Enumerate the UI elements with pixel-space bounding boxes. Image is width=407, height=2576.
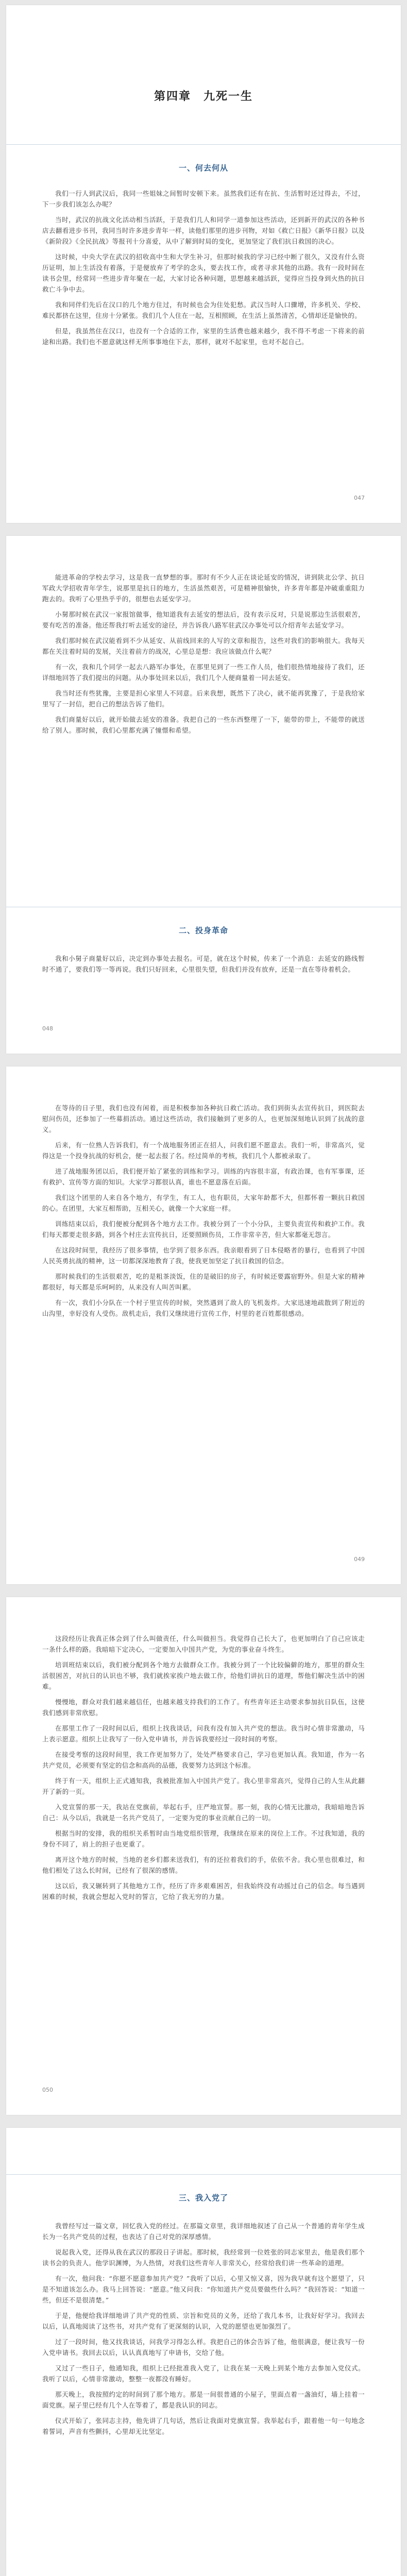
page-body bbox=[42, 1103, 365, 1324]
page-body bbox=[42, 572, 365, 740]
paragraph: 在这段时间里，我经历了很多事情，也学到了很多东西。我亲眼看到了日本侵略者的暴行，也看到了中国人民英勇抗战的精神，这一切都深深地教育了我，使我更加坚定了抗日救国的信念。 bbox=[42, 1246, 365, 1265]
paragraph: 有一次，我和几个同学一起去八路军办事处，在那里见到了一些工作人员，他们很热情地接待了我们，还详细地回答了我们提出的问题。从办事处回来以后，我们几个人便商量着一同去延安。 bbox=[42, 663, 365, 682]
paragraph: 我们商量好以后，就开始做去延安的准备。我把自己的一些东西整理了一下，能带的带上，不能带的就送给了别人。那时候，我们心里都充满了憧憬和希望。 bbox=[42, 716, 365, 734]
paragraph: 我和小舅子商量好以后，决定到办事处去报名。可是，就在这个时候，传来了一个消息：去延安的路线暂时不通了，要我们等一等再说。我们只好回来，心里很失望，但我们并没有放弃，还是一直在等待着机会。 bbox=[42, 955, 365, 973]
paragraph: 培训班结束以后，我们被分配到各个地方去做群众工作。我被分到了一个比较偏僻的地方，那里的群众生活很困苦，对抗日的认识也不够，我们就挨家挨户地去做工作，给他们讲抗日的道理，帮他们解决生活中的困难。 bbox=[42, 1661, 365, 1690]
paragraph: 终于有一天，组织上正式通知我，我被批准加入中国共产党了。我心里非常高兴，觉得自己的人生从此翻开了新的一页。 bbox=[42, 1777, 365, 1795]
paragraph: 仪式开始了，张同志主持，他先讲了几句话，然后让我面对党旗宣誓。我举起右手，跟着他一句一句地念着誓词，声音有些颤抖，心里却无比坚定。 bbox=[42, 2417, 365, 2435]
book-page bbox=[6, 2128, 401, 2576]
paragraph: 有一次，他问我：“你愿不愿意参加共产党？”我听了以后，心里又惊又喜，因为我早就有这个愿望了，只是不知道该怎么办。我马上回答说：“愿意。”他又问我：“你知道共产党员要做些什么吗？”我回答说：“知道一些，但还不是很清楚。” bbox=[42, 2275, 365, 2304]
page-number: 049 bbox=[354, 1556, 365, 1563]
paragraph: 我们这个团里的人来自各个地方，有学生，有工人，也有职员，大家年龄都不大，但都怀着一颗抗日救国的心。在团里，大家互相帮助，互相关心，就像一个大家庭一样。 bbox=[42, 1194, 365, 1212]
book-page bbox=[6, 1066, 401, 1584]
paragraph: 那时候我们的生活很艰苦，吃的是粗茶淡饭，住的是破旧的房子，有时候还要露宿野外。但是大家的精神都很好，每天都是乐呵呵的，从来没有人叫苦叫累。 bbox=[42, 1273, 365, 1291]
paragraph: 慢慢地，群众对我们越来越信任，也越来越支持我们的工作了。有些青年还主动要求参加抗日队伍，这使我们感到非常欣慰。 bbox=[42, 1698, 365, 1717]
paragraph: 后来，有一位熟人告诉我们，有一个战地服务团正在招人，问我们愿不愿意去。我们一听，非常高兴，觉得这是一个投身抗战的好机会，便一起去报了名。经过简单的考核，我们几个人都被录取了。 bbox=[42, 1141, 365, 1160]
paragraph: 在那里工作了一段时间以后，组织上找我谈话，问我有没有加入共产党的想法。我当时心情非常激动，马上表示愿意。组织上让我写了一份入党申请书，并告诉我要经过一段时间的考察。 bbox=[42, 1724, 365, 1743]
paragraph: 这以后，我又辗转到了其他地方工作，经历了许多艰难困苦，但我始终没有动摇过自己的信念。每当遇到困难的时候，我就会想起入党时的誓言，它给了我无穷的力量。 bbox=[42, 1882, 365, 1901]
paragraph: 进了战地服务团以后，我们便开始了紧张的训练和学习。训练的内容很丰富，有政治课，也有军事课，还有救护、宣传等方面的知识。大家学习都很认真，谁也不愿意落在后面。 bbox=[42, 1167, 365, 1186]
paragraph: 入党宣誓的那一天，我站在党旗前，举起右手，庄严地宣誓。那一刻，我的心情无比激动，我暗暗地告诉自己：从今以后，我就是一名共产党员了，一定要为党的事业贡献自己的一切。 bbox=[42, 1803, 365, 1822]
paragraph: 说起我入党，还得从我在武汉的那段日子讲起。那时候，我经常到一位姓张的同志家里去，他是我们那个读书会的负责人。他学识渊博，为人热情，对我们这些青年人非常关心，经常给我们讲一些革命的道理。 bbox=[42, 2248, 365, 2267]
paragraph: 我们那时候在武汉能看到不少从延安、从前线回来的人写的文章和报告，这些对我们的影响很大。我每天都在关注着时局的发展，关注着前方的战况，心里总是想：我应该做点什么呢？ bbox=[42, 637, 365, 655]
page-number: 050 bbox=[42, 2087, 53, 2093]
paragraph: 在接受考察的这段时间里，我工作更加努力了，处处严格要求自己，学习也更加认真。我知道，作为一名共产党员，必须要有坚定的信念和高尚的品德，我要努力达到这个标准。 bbox=[42, 1751, 365, 1769]
paragraph: 那天晚上，我按照约定的时间到了那个地方。那是一间很普通的小屋子，里面点着一盏油灯，墙上挂着一面党旗。屋子里已经有几个人在等着了，都是我认识的同志。 bbox=[42, 2391, 365, 2409]
page-body bbox=[42, 1633, 365, 1907]
chapter-title: 第四章 九死一生 bbox=[154, 90, 253, 103]
paragraph: 当时，武汉的抗战文化活动相当活跃，于是我们几人和同学一道参加这些活动，还到新开的武汉的各种书店去翻看进步书刊，我同当时许多进步青年一样，读他们那里的进步刊物，对如《救亡日报》《新华日报》以及《新阶段》《全民抗战》等报刊十分喜爱，从中了解到时局的变化，更加坚定了我们抗日救国的决心。 bbox=[42, 216, 365, 245]
paragraph: 我们一行人到武汉后，我同一些姐妹之间暂时安顿下来。虽然我们还有在抗、生活暂时还过得去，不过，下一步我们该怎么办呢？ bbox=[42, 190, 365, 208]
paragraph: 根据当时的安排，我的组织关系暂时由当地党组织管理，我继续在原来的岗位上工作。不过我知道，我的身份不同了，肩上的担子也更重了。 bbox=[42, 1829, 365, 1848]
paragraph: 我曾经写过一篇文章，回忆我入党的经过。在那篇文章里，我详细地叙述了自己从一个普通的青年学生成长为一名共产党员的过程，也表达了自己对党的深厚感情。 bbox=[42, 2222, 365, 2241]
section-title: 二、投身革命 bbox=[178, 926, 228, 935]
paragraph: 但是，我虽然住在汉口，也没有一个合适的工作，家里的生活费也越来越少，我不得不考虑一下将来的前途和出路。我们也不愿意就这样无所事事地住下去，那样，就对不起家里，也对不起自己。 bbox=[42, 327, 365, 346]
section-title: 一、何去何从 bbox=[178, 163, 228, 173]
paragraph: 这段经历让我真正体会到了什么叫做责任，什么叫做担当。我觉得自己长大了，也更加明白了自己应该走一条什么样的路。我暗暗下定决心，一定要加入中国共产党，为党的事业奋斗终生。 bbox=[42, 1635, 365, 1653]
page-body bbox=[42, 2221, 365, 2442]
paragraph: 有一次，我们小分队在一个村子里宣传的时候，突然遇到了敌人的飞机轰炸。大家迅速地疏散到了附近的山沟里，幸好没有人受伤。敌机走后，我们又继续进行宣传工作，村里的老百姓都很感动。 bbox=[42, 1299, 365, 1317]
paragraph: 在等待的日子里，我们也没有闲着，而是积极参加各种抗日救亡活动。我们到街头去宣传抗日，到医院去慰问伤员，还参加了一些募捐活动。通过这些活动，我们接触到了更多的人，也更加深刻地认识到了抗战的意义。 bbox=[42, 1104, 365, 1133]
page-number: 048 bbox=[42, 1025, 53, 1032]
book-page bbox=[6, 5, 401, 523]
page-body bbox=[42, 188, 365, 352]
paragraph: 小舅那时候在武汉一家报馆做事，他知道我有去延安的想法后，没有表示反对，只是说那边生活很艰苦，要有吃苦的准备。他还帮我打听去延安的途径，并告诉我八路军驻武汉办事处可以介绍青年去延安学习。 bbox=[42, 611, 365, 629]
book-page bbox=[6, 536, 401, 1054]
section-divider bbox=[6, 144, 401, 145]
page-body bbox=[42, 953, 365, 979]
section-divider bbox=[6, 2174, 401, 2175]
paragraph: 离开这个地方的时候，当地的老乡们都来送我们，有的还拉着我们的手，依依不舍。我心里也很难过，和他们相处了这么长时间，已经有了很深的感情。 bbox=[42, 1856, 365, 1874]
paragraph: 过了一段时间，他又找我谈话，问我学习得怎么样。我把自己的体会告诉了他，他很满意，便让我写一份入党申请书。我回去以后，认认真真地写了申请书，交给了他。 bbox=[42, 2338, 365, 2357]
paragraph: 于是，他便给我详细地讲了共产党的性质、宗旨和党员的义务，还给了我几本书，让我好好学习。我回去以后，认真地阅读了这些书，对共产党有了更深刻的认识，入党的愿望也更加强烈了。 bbox=[42, 2312, 365, 2330]
paragraph: 这时候，中央大学在武汉的招收高中生和大学生补习，但那时候我的学习已经中断了很久，又没有什么资历证明，加上生活没有着落，于是便放弃了考学的念头，要去找工作，或者寻求其他的出路。我有一段时间在读书会里，经常同一些进步青年聚在一起，大家讨论各种问题，思想越来越活跃，觉得应当投身到火热的抗日救亡斗争中去。 bbox=[42, 253, 365, 293]
paragraph: 我当时还有些犹豫，主要是担心家里人不同意。后来我想，既然下了决心，就不能再犹豫了，于是我给家里写了一封信，把自己的想法告诉了他们。 bbox=[42, 689, 365, 708]
page-number: 047 bbox=[354, 495, 365, 501]
section-title: 三、我入党了 bbox=[178, 2193, 228, 2202]
paragraph: 能进革命的学校去学习，这是我一直梦想的事。那时有不少人正在谈论延安的情况，讲到陕北公学、抗日军政大学招收青年学生，说那里是抗日的地方，生活虽然艰苦，可是精神很愉快，许多青年都是冲破重重阻力跑去的。我听了心里热乎乎的，很想也去延安学习。 bbox=[42, 573, 365, 603]
paragraph: 我和同伴们先后在汉口的几个地方住过，有时候也会为住处犯愁。武汉当时人口骤增，许多机关、学校、难民都挤在这里，住房十分紧张。我们几个人住在一起，互相照顾，在生活上虽然清苦，心情却还是愉快的。 bbox=[42, 301, 365, 319]
paragraph: 又过了一些日子，他通知我，组织上已经批准我入党了，让我在某一天晚上到某个地方去参加入党仪式。我听了以后，心情非常激动，整整一夜都没有睡好。 bbox=[42, 2364, 365, 2383]
book-page bbox=[6, 1597, 401, 2115]
paragraph: 训练结束以后，我们便被分配到各个地方去工作。我被分到了一个小分队，主要负责宣传和救护工作。我们每天都要走很多路，到各个村庄去宣传抗日，还要照顾伤员，工作非常辛苦，但大家都毫无怨言。 bbox=[42, 1220, 365, 1239]
